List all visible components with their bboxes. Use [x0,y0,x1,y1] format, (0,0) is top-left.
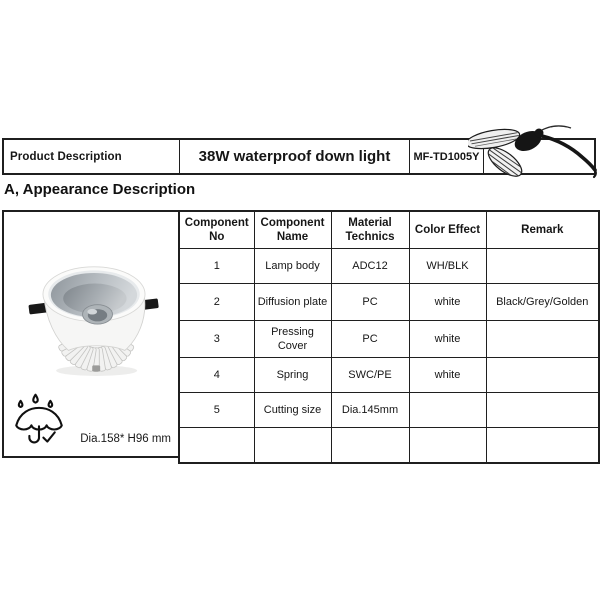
cell-color: white [409,284,486,321]
cell-color: white [409,321,486,358]
downlight-product-image [28,242,160,392]
component-table [178,210,600,464]
table-row-empty [179,428,599,464]
cell-remark [486,358,599,393]
col-header-material: Material Technics [331,211,409,249]
cell-no: 3 [179,321,254,358]
cell-color [409,393,486,428]
cell-color: white [409,358,486,393]
product-description-label: Product Description [4,140,180,173]
waterproof-icon [11,391,67,451]
dimension-text: Dia.158* H96 mm [80,433,171,445]
table-row [179,249,599,284]
cell-name: Cutting size [254,393,331,428]
cell-name: Spring [254,358,331,393]
col-header-remark: Remark [486,211,599,249]
table-header-row [179,211,599,249]
cell-material: PC [331,321,409,358]
section-title: A, Appearance Description [4,181,196,198]
cell-no: 5 [179,393,254,428]
cell-color: WH/BLK [409,249,486,284]
cell-no: 1 [179,249,254,284]
model-number: MF-TD1005Y [410,140,484,173]
table-row [179,284,599,321]
cell-remark [486,249,599,284]
cell-name [254,428,331,464]
cell-remark [486,428,599,464]
table-row [179,321,599,358]
cell-remark [486,321,599,358]
cell-material: PC [331,284,409,321]
cell-remark [486,393,599,428]
product-title: 38W waterproof down light [180,140,410,173]
col-header-component-name: Component Name [254,211,331,249]
cell-no: 2 [179,284,254,321]
cell-remark: Black/Grey/Golden [486,284,599,321]
cell-material: SWC/PE [331,358,409,393]
product-image-panel [2,210,180,458]
table-row [179,358,599,393]
cell-material: Dia.145mm [331,393,409,428]
table-row [179,393,599,428]
cell-material [331,428,409,464]
col-header-color-effect: Color Effect [409,211,486,249]
cell-name: Pressing Cover [254,321,331,358]
cell-no: 4 [179,358,254,393]
cell-no [179,428,254,464]
col-header-component-no: Component No [179,211,254,249]
cell-name: Diffusion plate [254,284,331,321]
cell-material: ADC12 [331,249,409,284]
cell-name: Lamp body [254,249,331,284]
cell-color [409,428,486,464]
dragonfly-icon [468,96,600,180]
